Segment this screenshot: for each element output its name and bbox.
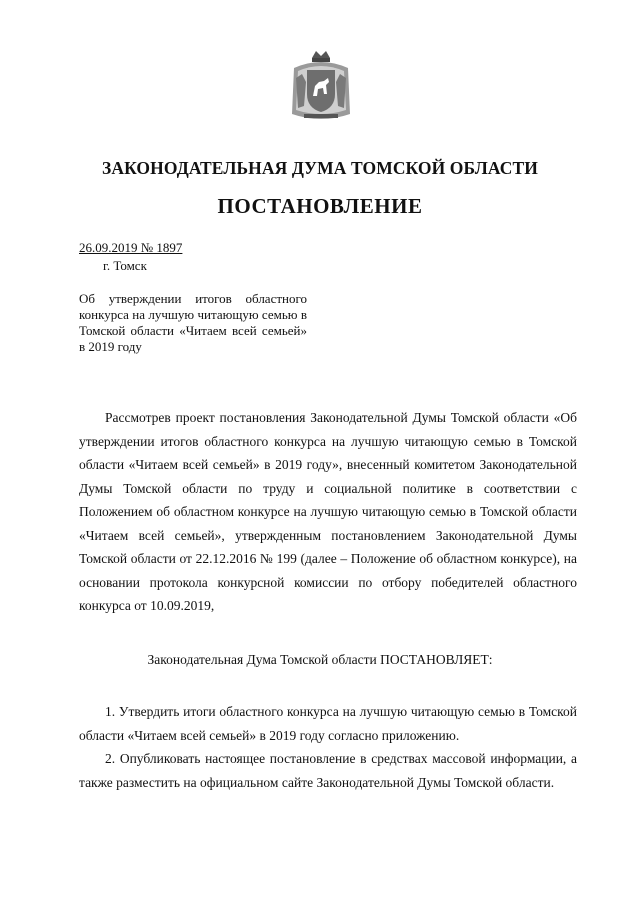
resolution-item-1: 1. Утвердить итоги областного конкурса на лучшую читающую семью в Томской области «Читаем всей семьей» в 2019 году согласно приложению. <box>79 704 577 743</box>
organization-title: ЗАКОНОДАТЕЛЬНАЯ ДУМА ТОМСКОЙ ОБЛАСТИ <box>102 158 538 178</box>
resolution-statement: Законодательная Дума Томской области ПОСТАНОВЛЯЕТ: <box>147 652 493 667</box>
preamble-paragraph: Рассмотрев проект постановления Законодательной Думы Томской области «Об утверждении итогов областного конкурса на лучшую читающую семью в Томской области «Читаем всей семьей» в 2019 году», внесенный комитетом Законодательной Думы Томской области по труду и социальной политике в соответствии с Положением об областном конкурсе на лучшую читающую семью в Томской области «Читаем всей семьей», утвержденным постановлением Законодательной Думы Томской области от 22.12.2016 № 199 (далее – Положение об областном конкурсе), на основании протокола конкурсной комиссии по отбору победителей областного конкурса от 10.09.2019, <box>79 410 577 613</box>
date-number: 26.09.2019 № 1897 <box>79 240 183 255</box>
resolution-item-2: 2. Опубликовать настоящее постановление в средствах массовой информации, а также разместить на официальном сайте Законодательной Думы Томской области. <box>79 751 577 790</box>
city: г. Томск <box>103 258 147 273</box>
document-subject: Об утверждении итогов областного конкурса на лучшую читающую семью в Томской области «Читаем всей семьей» в 2019 году <box>79 291 307 354</box>
coat-of-arms-icon <box>288 48 354 126</box>
document-type-title: ПОСТАНОВЛЕНИЕ <box>217 194 423 218</box>
